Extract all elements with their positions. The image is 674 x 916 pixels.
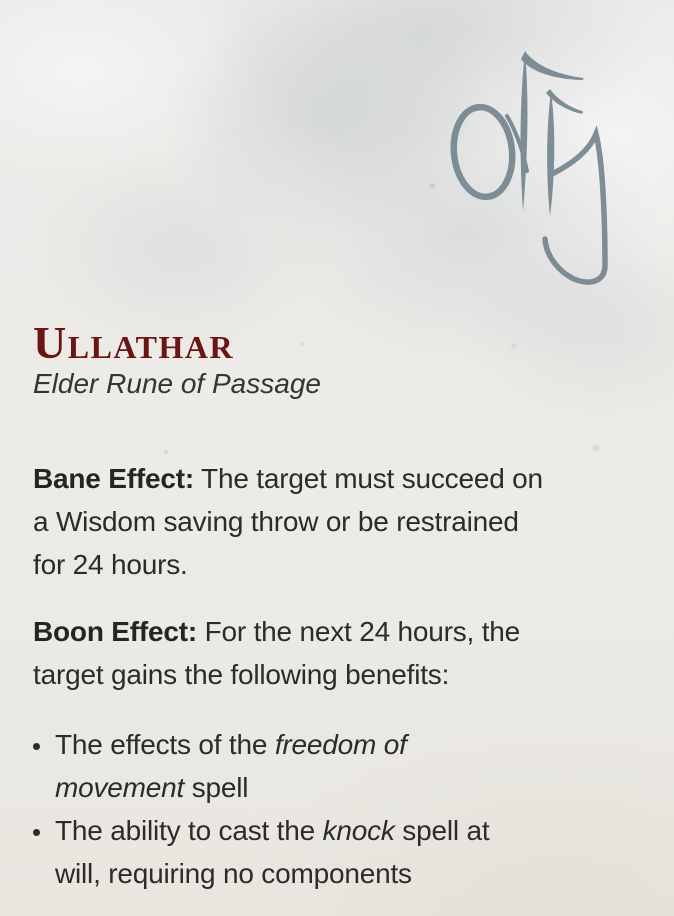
benefit-text: The effects of the freedom of movement spell	[55, 729, 407, 803]
benefits-list	[33, 723, 658, 895]
rune-title: Ullathar	[33, 317, 235, 368]
benefit-item	[33, 723, 658, 809]
bane-effect-text: Bane Effect: The target must succeed on a Wisdom saving throw or be restrained for 24 hours.	[33, 463, 543, 580]
passage-rune-icon	[430, 30, 645, 290]
benefit-text: The ability to cast the knock spell at will, requiring no components	[55, 815, 490, 889]
bullet-marker	[33, 829, 40, 836]
bullet-marker	[33, 743, 40, 750]
benefit-item	[33, 809, 658, 895]
boon-effect-text: Boon Effect: For the next 24 hours, the target gains the following benefits:	[33, 616, 521, 690]
rune-subtitle: Elder Rune of Passage	[33, 368, 321, 399]
